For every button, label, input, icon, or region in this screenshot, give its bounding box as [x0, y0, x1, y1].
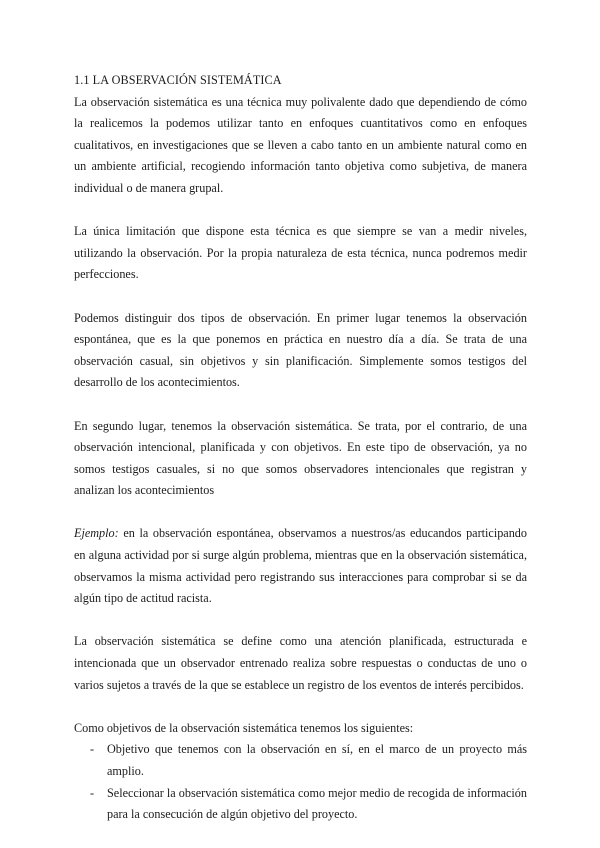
paragraph-spontaneous: Podemos distinguir dos tipos de observación. En primer lugar tenemos la observación espontánea, que es la que ponemos en práctica en nuestro día a día. Se trata de una observación casual, sin objetivos y sin planificación. Simplemente somos testigos del desarrollo de los acontecimientos.	[74, 310, 527, 390]
paragraph-intro: La observación sistemática es una técnica muy polivalente dado que dependiendo de cómo la realicemos la podemos utilizar tanto en enfoques cuantitativos como en enfoques cualitativos, en investigaciones que se lleven a cabo tanto en un ambiente natural como en un ambiente artificial, recogiendo información tanto objetiva como subjetiva, de manera individual o de manera grupal.	[74, 94, 527, 195]
list-bullet: -	[90, 742, 95, 757]
list-item	[74, 783, 527, 826]
objectives-list	[74, 739, 527, 825]
section-heading: 1.1 LA OBSERVACIÓN SISTEMÁTICA	[74, 73, 282, 87]
list-item	[74, 739, 527, 782]
list-item-text: Seleccionar la observación sistemática como mejor medio de recogida de información para la consecución de algún objetivo del proyecto.	[107, 785, 527, 822]
objectives-intro: Como objetivos de la observación sistemática tenemos los siguientes:	[74, 720, 414, 735]
list-item-text: Objetivo que tenemos con la observación en sí, en el marco de un proyecto más amplio.	[107, 742, 527, 778]
document-page	[74, 70, 527, 826]
paragraph-definition: La observación sistemática se define como una atención planificada, estructurada e intencionada que un observador entrenado realiza sobre respuestas o conductas de uno o varios sujetos a través de la que se establece un registro de los eventos de interés percibidos.	[74, 634, 527, 692]
paragraph-limitation: La única limitación que dispone esta técnica es que siempre se van a medir niveles, utilizando la observación. Por la propia naturaleza de esta técnica, nunca podremos medir perfecciones.	[74, 224, 527, 282]
paragraph-systematic: En segundo lugar, tenemos la observación sistemática. Se trata, por el contrario, de una observación intencional, planificada y con objetivos. En este tipo de observación, ya no somos testigos casuales, si no que somos observadores intencionales que registran y analizan los acontecimientos	[74, 418, 527, 498]
list-bullet: -	[90, 785, 95, 800]
paragraph-example	[74, 523, 527, 609]
example-text: en la observación espontánea, observamos a nuestros/as educandos participando en alguna actividad por si surge algún problema, mientras que en la observación sistemática, observamos la misma actividad pero registrando sus interacciones para comprobar si se da algún tipo de actitud racista.	[74, 526, 527, 606]
example-label: Ejemplo:	[74, 526, 119, 541]
